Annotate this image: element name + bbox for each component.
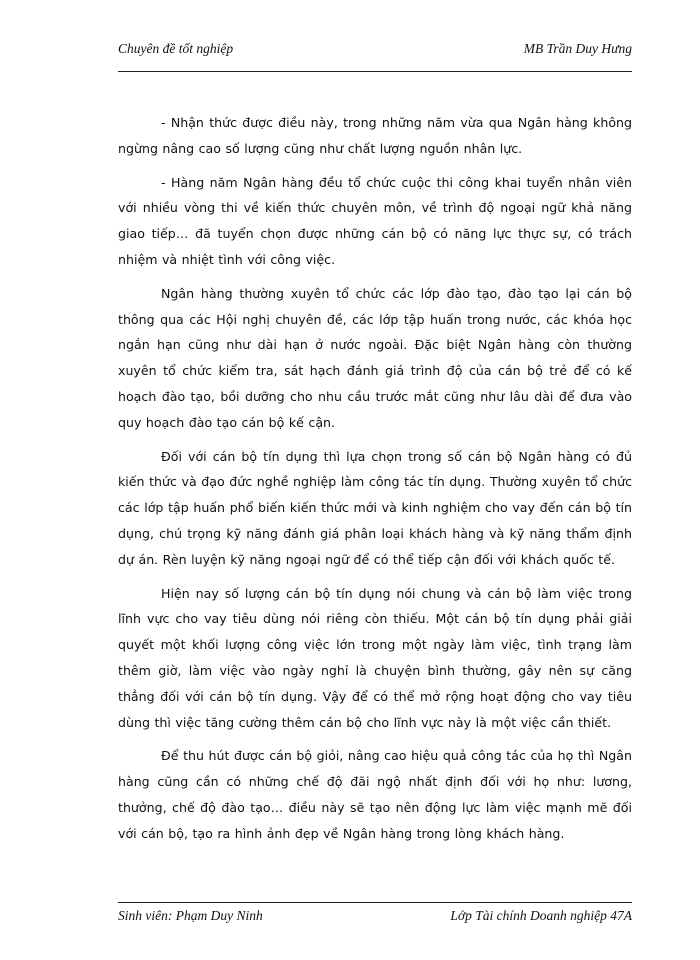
paragraph-incentives: Để thu hút được cán bộ giỏi, nâng cao hiệu quả công tác của họ thì Ngân hàng cũng cần có những chế độ đãi ngộ nhất định đối với họ như: lương, thưởng, chế độ đào tạo… điều này sẽ tạo nên động lực làm việc mạnh mẽ đối với cán bộ, tạo ra hình ảnh đẹp về Ngân hàng trong lòng khách hàng. — [118, 748, 632, 841]
paragraph-recruitment: - Hàng năm Ngân hàng đều tổ chức cuộc thi công khai tuyển nhân viên với nhiều vòng thi về kiến thức chuyên môn, về trình độ ngoại ngữ khả năng giao tiếp… đã tuyển chọn được những cán bộ có năng lực thực sự, có trách nhiệm và nhiệt tình với công việc. — [118, 174, 632, 267]
document-body — [118, 110, 632, 855]
page-footer — [118, 902, 632, 932]
paragraph-staff-shortage: Hiện nay số lượng cán bộ tín dụng nói chung và cán bộ làm việc trong lĩnh vực cho vay tiêu dùng nói riêng còn thiếu. Một cán bộ tín dụng phải giải quyết một khối lượng công việc lớn trong một ngày làm việc, tình trạng làm thêm giờ, làm việc vào ngày nghỉ là chuyện bình thường, gây nên sự căng thẳng đối với cán bộ tín dụng. Vậy để có thể mở rộng hoạt động cho vay tiêu dùng thì việc tăng cường thêm cán bộ cho lĩnh vực này là một việc cần thiết. — [118, 585, 632, 730]
footer-class-name: Lớp Tài chính Doanh nghiệp 47A — [450, 908, 632, 923]
header-document-title: Chuyên đề tốt nghiệp — [118, 41, 234, 56]
header-author-location: MB Trần Duy Hưng — [523, 41, 632, 56]
paragraph-awareness: - Nhận thức được điều này, trong những năm vừa qua Ngân hàng không ngừng nâng cao số lượng cũng như chất lượng nguồn nhân lực. — [118, 115, 632, 156]
paragraph-credit-staff: Đối với cán bộ tín dụng thì lựa chọn trong số cán bộ Ngân hàng có đủ kiến thức và đạo đức nghề nghiệp làm công tác tín dụng. Thường xuyên tổ chức các lớp tập huấn phổ biến kiến thức mới và kinh nghiệm cho vay đến cán bộ tín dụng, chú trọng kỹ năng đánh giá phân loại khách hàng và kỹ năng thẩm định dự án. Rèn luyện kỹ năng ngoại ngữ để có thể tiếp cận đối với khách quốc tế. — [118, 448, 632, 567]
footer-student-name: Sinh viên: Phạm Duy Ninh — [118, 908, 263, 923]
page-header — [118, 37, 632, 72]
paragraph-training: Ngân hàng thường xuyên tổ chức các lớp đào tạo, đào tạo lại cán bộ thông qua các Hội nghị chuyên đề, các lớp tập huấn trong nước, các khóa học ngắn hạn cũng như dài hạn ở nước ngoài. Đặc biệt Ngân hàng còn thường xuyên tổ chức kiểm tra, sát hạch đánh giá trình độ của cán bộ trẻ để có kế hoạch đào tạo, bồi dưỡng cho nhu cầu trước mắt cũng như lâu dài để đưa vào quy hoạch đào tạo cán bộ kế cận. — [118, 285, 632, 430]
